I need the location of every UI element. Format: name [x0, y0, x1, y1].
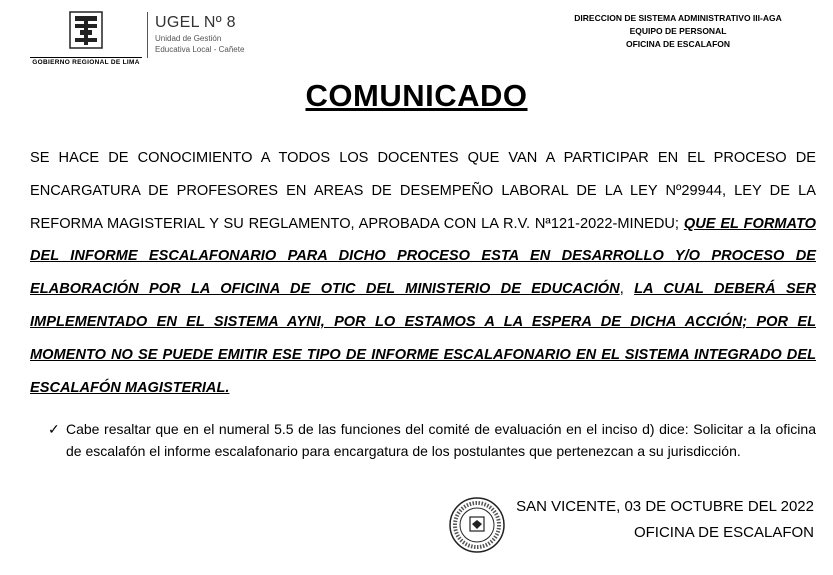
admin-line-1: DIRECCION DE SISTEMA ADMINISTRATIVO III-AGA: [574, 13, 782, 23]
ugel-logo: [155, 14, 244, 54]
ugel-subtitle-2: Educativa Local - Cañete: [155, 45, 245, 54]
note-item: [48, 418, 816, 462]
letterhead: [0, 0, 833, 80]
regional-logo-label: GOBIERNO REGIONAL DE LIMA: [30, 57, 142, 66]
body-part-1: SE HACE DE CONOCIMIENTO A TODOS LOS DOCENTES QUE VAN A PARTICIPAR EN EL PROCESO DE ENCARGATURA DE PROFESORES EN AREAS DE DESEMPEÑO LABORAL DE LA LEY Nº29944, LEY DE LA REFORMA MAGISTERIAL Y SU REGLAMENTO, APROBADA CON LA R.V. Nª121-2022-MINEDU;: [30, 150, 816, 232]
admin-office-block: [553, 12, 803, 51]
regional-emblem-icon: [66, 10, 106, 50]
body-part-2: QUE EL FORMATO DEL INFORME ESCALAFONARIO PARA DICHO PROCESO ESTA EN DESARROLLO Y/O PROCESO DE ELABORACIÓN POR LA OFICINA DE OTIC DEL MINISTERIO DE EDUCACIÓN: [30, 215, 816, 298]
official-seal-icon: [448, 496, 506, 554]
ugel-subtitle-1: Unidad de Gestión: [155, 34, 222, 43]
document-title: COMUNICADO: [305, 78, 528, 113]
place-date: SAN VICENTE, 03 DE OCTUBRE DEL 2022: [516, 498, 814, 515]
note-text: Cabe resaltar que en el numeral 5.5 de las funciones del comité de evaluación en el inciso d) dice: Solicitar a la oficina de escalafón el informe escalafonario para encargatura de los postulantes que pertenezcan a su jurisdicción.: [66, 421, 816, 459]
signing-office: OFICINA DE ESCALAFON: [633, 524, 814, 541]
checkmark-icon: ✓: [48, 421, 60, 437]
ugel-title: UGEL Nº 8: [155, 14, 236, 31]
signature-block: [516, 494, 814, 546]
announcement-body: SE HACE DE CONOCIMIENTO A TODOS LOS DOCENTES QUE VAN A PARTICIPAR EN EL PROCESO DE ENCARGATURA DE PROFESORES EN AREAS DE DESEMPEÑO LABORAL DE LA LEY Nº29944, LEY DE LA REFORMA MAGISTERIAL Y SU REGLAMENTO, APROBADA CON LA R.V. Nª121-2022-MINEDU; QUE EL FORMATO DEL INFORME ESCALAFONARIO PARA DICHO PROCESO ESTA EN DESARROLLO Y/O PROCESO DE ELABORACIÓN POR LA OFICINA DE OTIC DEL MINISTERIO DE EDUCACIÓN, LA CUAL DEBERÁ SER IMPLEMENTADO EN EL SISTEMA AYNI, POR LO ESTAMOS A LA ESPERA DE DICHA ACCIÓN; POR EL MOMENTO NO SE PUEDE EMITIR ESE TIPO DE INFORME ESCALAFONARIO EN EL SISTEMA INTEGRADO DEL ESCALAFÓN MAGISTERIAL.: [30, 150, 816, 396]
header-divider: [147, 12, 148, 58]
admin-line-3: OFICINA DE ESCALAFON: [625, 39, 731, 49]
body-part-3: LA CUAL DEBERÁ SER IMPLEMENTADO EN EL SISTEMA AYNI, POR LO ESTAMOS A LA ESPERA DE DICHA ACCIÓN; POR EL MOMENTO NO SE PUEDE EMITIR ESE TIPO DE INFORME ESCALAFONARIO EN EL SISTEMA INTEGRADO DEL ESCALAFÓN MAGISTERIAL.: [30, 281, 816, 396]
regional-government-logo: [30, 10, 142, 70]
admin-line-2: EQUIPO DE PERSONAL: [629, 26, 727, 36]
